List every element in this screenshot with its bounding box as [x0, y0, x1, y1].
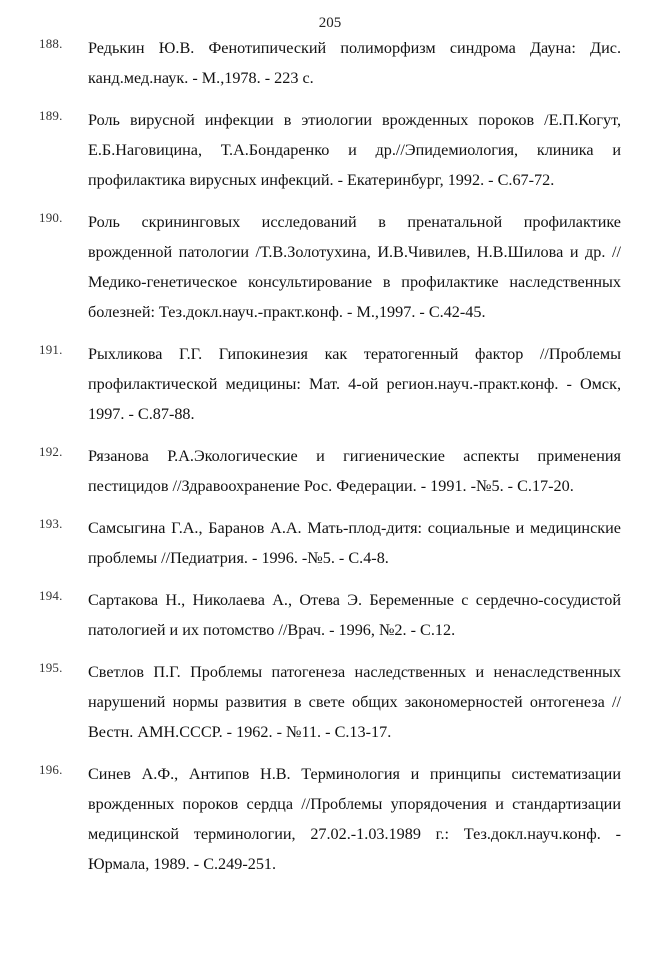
reference-number: 195.: [39, 660, 63, 675]
reference-item: [39, 105, 621, 195]
reference-text: Роль скрининговых исследований в пренатальной профилактике врожденной патологии /Т.В.Золотухина, И.В.Чивилев, Н.В.Шилова и др. //Медико-генетическое консультирование в профилактике наследственных болезней: Тез.докл.науч.-практ.конф. - М.,1997. - С.42-45.: [88, 213, 621, 321]
reference-text: Светлов П.Г. Проблемы патогенеза наследственных и ненаследственных нарушений нормы развития в свете общих закономерностей онтогенеза //Вестн. АМН.СССР. - 1962. - №11. - С.13-17.: [88, 663, 621, 741]
reference-number: 193.: [39, 516, 63, 531]
reference-item: [39, 339, 621, 429]
reference-item: [39, 585, 621, 645]
page-number: 205: [318, 15, 342, 31]
reference-item: [39, 441, 621, 501]
reference-number: 196.: [39, 762, 63, 777]
reference-text: Рязанова Р.А.Экологические и гигиенические аспекты применения пестицидов //Здравоохранение Рос. Федерации. - 1991. -№5. - С.17-20.: [88, 447, 621, 495]
reference-item: [39, 513, 621, 573]
reference-number: 188.: [39, 36, 63, 51]
reference-item: [39, 207, 621, 327]
reference-item: [39, 657, 621, 747]
reference-number: 194.: [39, 588, 63, 603]
reference-text: Сартакова Н., Николаева А., Отева Э. Беременные с сердечно-сосудистой патологией и их потомство //Врач. - 1996, №2. - С.12.: [88, 591, 621, 639]
reference-number: 192.: [39, 444, 63, 459]
reference-text: Редькин Ю.В. Фенотипический полиморфизм синдрома Дауна: Дис. канд.мед.наук. - М.,1978. - 223 с.: [88, 39, 621, 87]
reference-text: Роль вирусной инфекции в этиологии врожденных пороков /Е.П.Когут, Е.Б.Наговицина, Т.А.Бондаренко и др.//Эпидемиология, клиника и профилактика вирусных инфекций. - Екатеринбург, 1992. - С.67-72.: [88, 111, 621, 189]
reference-text: Рыхликова Г.Г. Гипокинезия как тератогенный фактор //Проблемы профилактической медицины: Мат. 4-ой регион.науч.-практ.конф. - Омск, 1997. - С.87-88.: [88, 345, 621, 423]
reference-number: 191.: [39, 342, 63, 357]
reference-number: 190.: [39, 210, 63, 225]
reference-number: 189.: [39, 108, 63, 123]
reference-item: [39, 759, 621, 879]
reference-text: Самсыгина Г.А., Баранов А.А. Мать-плод-дитя: социальные и медицинские проблемы //Педиатрия. - 1996. -№5. - С.4-8.: [88, 519, 621, 567]
reference-item: [39, 33, 621, 93]
reference-list: [39, 33, 621, 891]
reference-text: Синев А.Ф., Антипов Н.В. Терминология и принципы систематизации врожденных пороков сердца //Проблемы упорядочения и стандартизации медицинской терминологии, 27.02.-1.03.1989 г.: Тез.докл.науч.конф. - Юрмала, 1989. - С.249-251.: [88, 765, 621, 873]
